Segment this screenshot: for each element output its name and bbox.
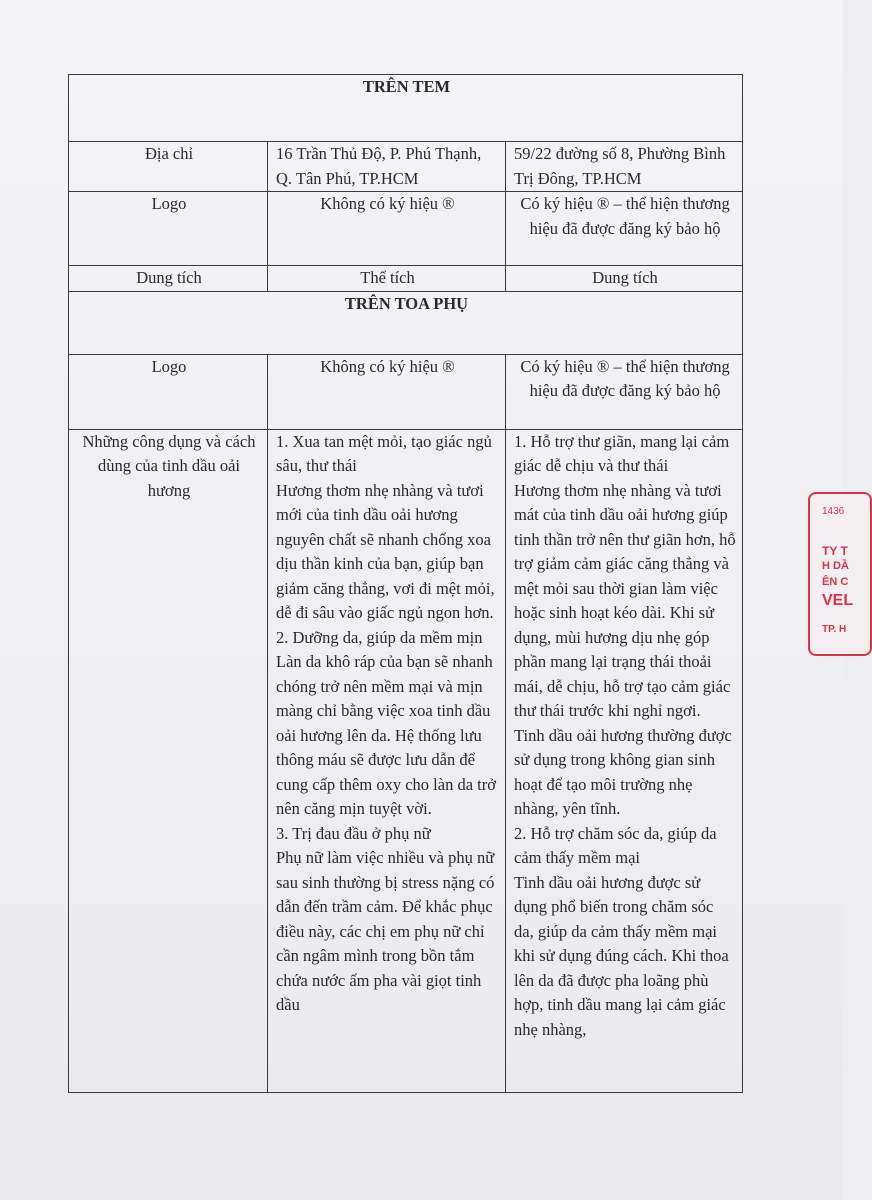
table-row [69,429,743,1092]
volume-col3: Dung tích [506,266,743,292]
red-stamp [808,492,872,656]
row-label-address: Địa chỉ [69,142,268,192]
table-row [69,266,743,292]
row-label-volume: Dung tích [69,266,268,292]
logo-col3: Có ký hiệu ® – thể hiện thương hiệu đã được đăng ký bảo hộ [506,192,743,266]
row-label-usage [69,429,268,1092]
stamp-line: TY T [822,544,848,558]
logo-toa-col3: Có ký hiệu ® – thể hiện thương hiệu đã được đăng ký bảo hộ [506,354,743,429]
stamp-line: ÊN C [822,576,849,588]
stamp-line: H DẦ [822,560,849,572]
stamp-line: 1436 [822,506,845,517]
usage-label-text: Những công dụng và cách dùng của tinh dầu oải hương [82,431,256,500]
address-col3: 59/22 đường số 8, Phường Bình Trị Đông, TP.HCM [506,142,743,192]
section-header-tem: TRÊN TEM [69,75,743,142]
address-col2: 16 Trần Thủ Độ, P. Phú Thạnh, Q. Tân Phú, TP.HCM [268,142,506,192]
comparison-table [68,74,743,1093]
section-header-row [69,75,743,142]
stamp-line: VEL [822,592,854,609]
usage-col3-text: 1. Hỗ trợ thư giãn, mang lại cảm giác dễ chịu và thư thái Hương thơm nhẹ nhàng và tươi mát của tinh dầu oải hương giúp tinh thần trở nên thư giãn hơn, hỗ trợ giảm cảm giác căng thẳng và mệt mỏi sau thời gian làm việc hoặc sinh hoạt kéo dài. Khi sử dụng, mùi hương dịu nhẹ góp phần mang lại trạng thái thoải mái, dễ chịu, hỗ trợ tạo cảm giác thư thái trước khi nghỉ ngơi. Tinh dầu oải hương thường được sử dụng trong không gian sinh hoạt để tạo môi trường nhẹ nhàng, yên tĩnh. 2. Hỗ trợ chăm sóc da, giúp da cảm thấy mềm mại Tinh dầu oải hương được sử dụng phổ biến trong chăm sóc da, giúp da cảm thấy mềm mại khi sử dụng đúng cách. Khi thoa lên da đã được pha loãng phù hợp, tinh dầu mang lại cảm giác nhẹ nhàng, [514,431,736,1039]
row-label-logo: Logo [69,192,268,266]
logo-toa-col2: Không có ký hiệu ® [268,354,506,429]
usage-col3 [506,429,743,1092]
table-row [69,192,743,266]
section-header-toa: TRÊN TOA PHỤ [69,291,743,354]
usage-col2-text: 1. Xua tan mệt mỏi, tạo giác ngủ sâu, thư thái Hương thơm nhẹ nhàng và tươi mới của tinh dầu oải hương nguyên chất sẽ nhanh chống xoa dịu thần kinh của bạn, giúp bạn giảm căng thẳng, vơi đi mệt mỏi, dễ đi sâu vào giấc ngủ ngon hơn. 2. Dưỡng da, giúp da mềm mịn Làn da khô ráp của bạn sẽ nhanh chóng trở nên mềm mại và mịn màng chỉ bằng việc xoa tinh dầu oải hương lên da. Hệ thống lưu thông máu sẽ được lưu dẫn để cung cấp thêm oxy cho làn da trở nên căng mịn tuyệt vời. 3. Trị đau đầu ở phụ nữ Phụ nữ làm việc nhiều và phụ nữ sau sinh thường bị stress nặng có dẫn đến trầm cảm. Để khắc phục điều này, các chị em phụ nữ chỉ cần ngâm mình trong bồn tắm chứa nước ấm pha vài giọt tinh dầu [276,431,496,1014]
table-row [69,354,743,429]
table-row [69,142,743,192]
section-header-row [69,291,743,354]
logo-col2: Không có ký hiệu ® [268,192,506,266]
row-label-logo-toa: Logo [69,354,268,429]
usage-col2 [268,429,506,1092]
volume-col2: Thể tích [268,266,506,292]
stamp-line: TP. H [822,624,847,635]
